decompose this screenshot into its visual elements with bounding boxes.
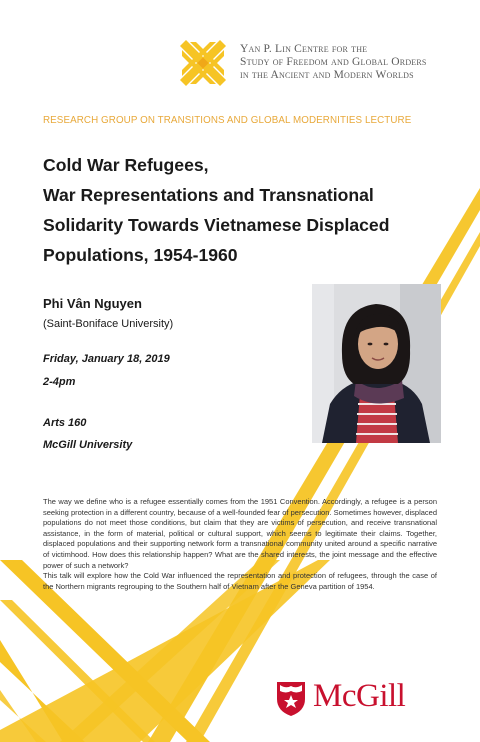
series-label: RESEARCH GROUP ON TRANSITIONS AND GLOBAL MODERNITIES LECTURE xyxy=(43,115,412,126)
event-venue: McGill University xyxy=(43,439,133,451)
speaker-portrait xyxy=(312,284,441,443)
abstract-paragraph-2: This talk will explore how the Cold War influenced the representation and protection of refugees, through the case of the Northern migrants regrouping to the Southern half of Vietnam after the Geneva partition of 1954. xyxy=(43,571,437,591)
abstract xyxy=(43,497,437,592)
speaker-affiliation: (Saint-Boniface University) xyxy=(43,318,174,330)
mcgill-wordmark: McGill xyxy=(313,678,406,714)
abstract-paragraph-1: The way we define who is a refugee essentially comes from the 1951 Convention. Accordingly, a refugee is a person seeking protection in a different country, because of a well-founded fear of persecution. Sometimes however, displaced populations do not meet those conditions, but claim that they are victims of persecution, and receive transnational assistance, in the form of material, political or cultural support, which seems to legitimate their claims. Together, displaced populations and their supporting network form a transnational community united around a specific narrative of victimhood. How does this relationship happen? What are the shared interests, the joint message and the effective power of such a network? xyxy=(43,497,437,570)
mcgill-shield-icon xyxy=(276,681,306,717)
centre-name-line-2: Study of Freedom and Global Orders xyxy=(240,56,427,68)
event-date: Friday, January 18, 2019 xyxy=(43,353,170,365)
event-room: Arts 160 xyxy=(43,417,87,429)
lecture-title-line-3: Solidarity Towards Vietnamese Displaced xyxy=(43,215,390,235)
lecture-title-line-1: Cold War Refugees, xyxy=(43,155,209,175)
centre-name-line-3: in the Ancient and Modern Worlds xyxy=(240,69,414,81)
lecture-title-line-2: War Representations and Transnational xyxy=(43,185,374,205)
speaker-name: Phi Vân Nguyen xyxy=(43,296,142,311)
centre-logo-icon xyxy=(180,40,226,86)
lecture-title-line-4: Populations, 1954-1960 xyxy=(43,245,238,265)
event-time: 2-4pm xyxy=(43,376,76,388)
centre-name-line-1: Yan P. Lin Centre for the xyxy=(240,43,368,55)
centre-name xyxy=(240,43,475,82)
lecture-title xyxy=(43,150,463,270)
